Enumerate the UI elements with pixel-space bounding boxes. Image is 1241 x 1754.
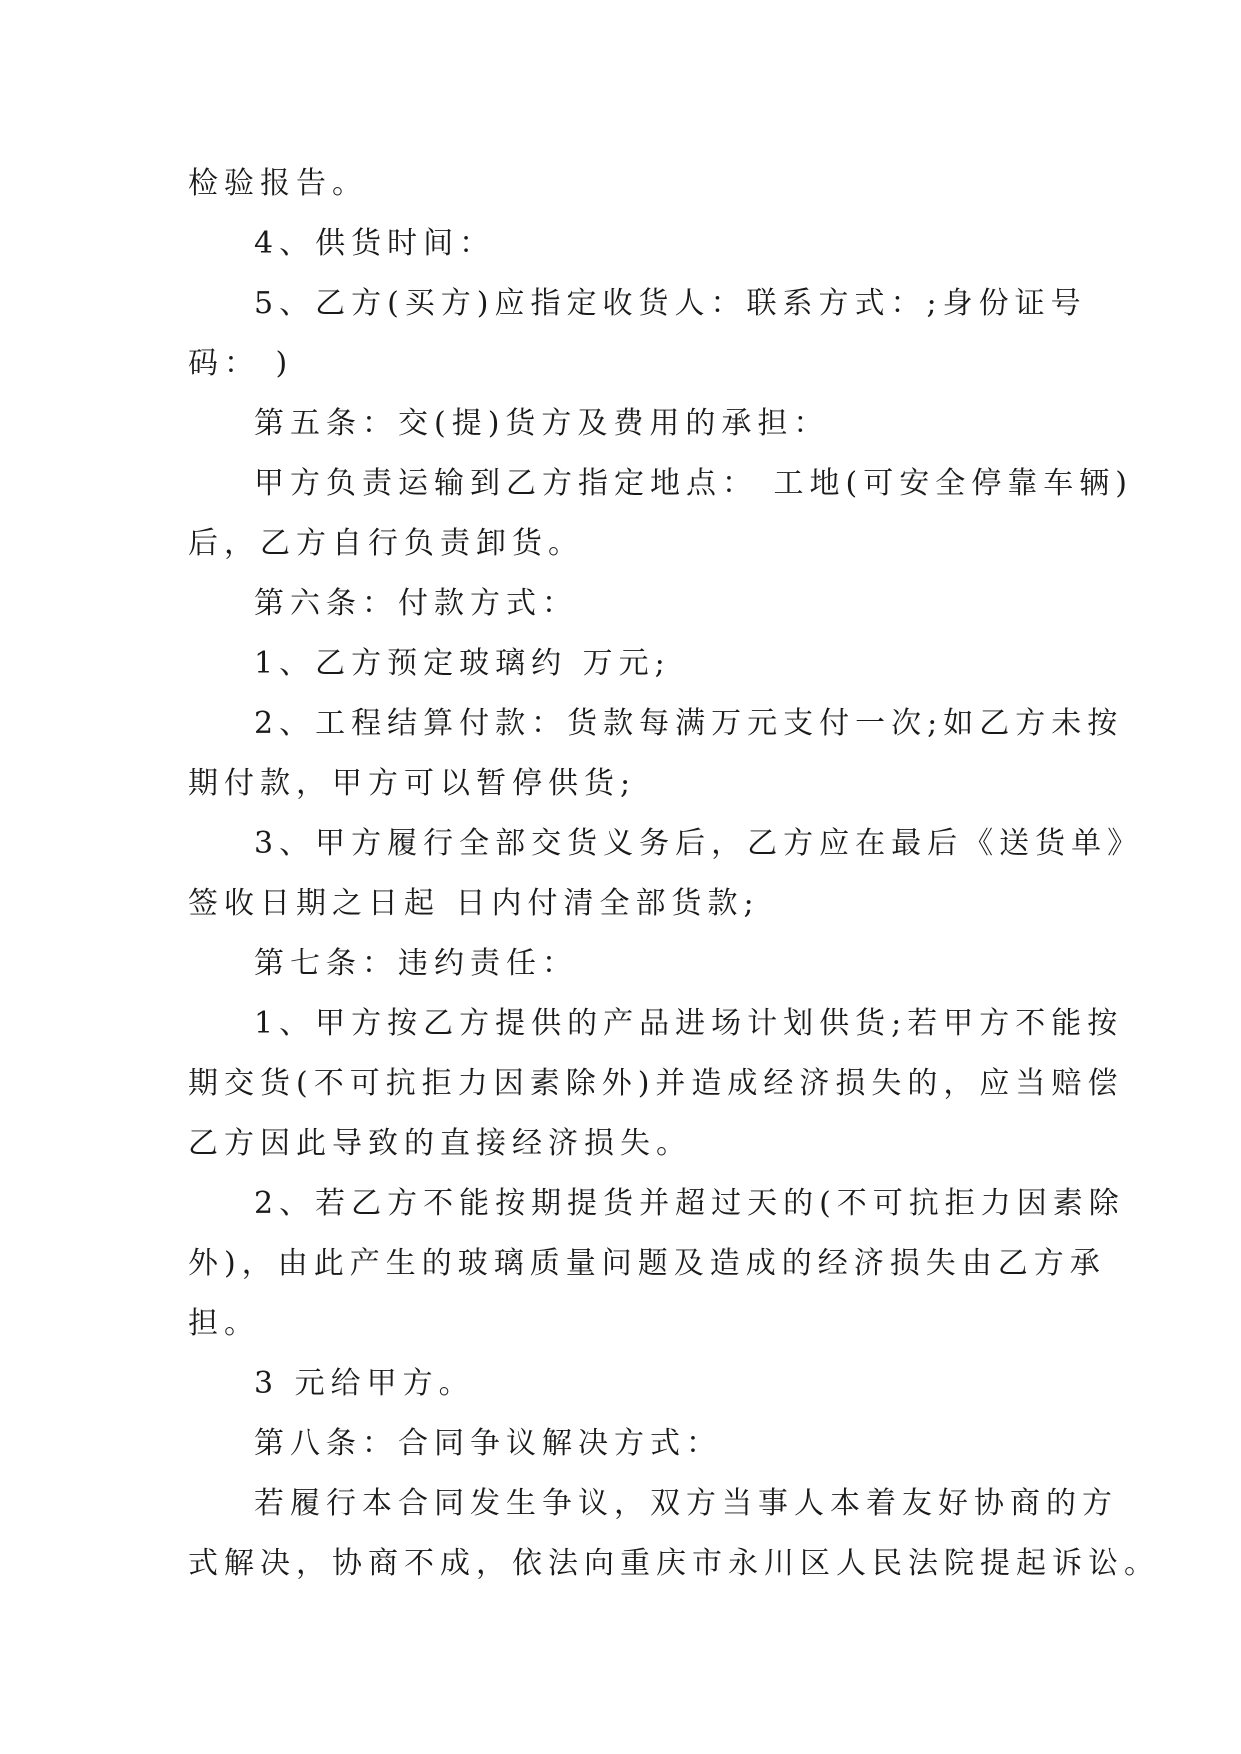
article-7-item-2-continued: 外)，由此产生的玻璃质量问题及造成的经济损失由乙方承 xyxy=(188,1246,1106,1281)
article-6-item-2: 2、工程结算付款：货款每满万元支付一次;如乙方未按 xyxy=(254,706,1124,741)
article-6-item-3-continued: 签收日期之日起 日内付清全部货款; xyxy=(188,886,760,921)
article-5-heading: 第五条：交(提)货方及费用的承担： xyxy=(254,406,830,441)
clause-item-5: 5、乙方(买方)应指定收货人：联系方式：;身份证号 xyxy=(254,286,1087,321)
article-7-heading: 第七条：违约责任： xyxy=(254,946,578,981)
article-6-item-3: 3、甲方履行全部交货义务后，乙方应在最后《送货单》 xyxy=(254,826,1144,861)
article-7-item-1-continued-2: 乙方因此导致的直接经济损失。 xyxy=(188,1126,692,1161)
article-7-item-3: 3 元给甲方。 xyxy=(254,1366,475,1401)
article-6-item-1: 1、乙方预定玻璃约 万元; xyxy=(254,646,671,681)
article-5-paragraph-continued: 后，乙方自行负责卸货。 xyxy=(188,526,584,561)
article-6-heading: 第六条：付款方式： xyxy=(254,586,578,621)
article-8-heading: 第八条：合同争议解决方式： xyxy=(254,1426,722,1461)
article-7-item-1-continued: 期交货(不可抗拒力因素除外)并造成经济损失的，应当赔偿 xyxy=(188,1066,1124,1101)
article-8-paragraph: 若履行本合同发生争议，双方当事人本着友好协商的方 xyxy=(254,1486,1118,1521)
clause-item-5-continued: 码： ) xyxy=(188,346,294,381)
article-6-item-2-continued: 期付款，甲方可以暂停供货; xyxy=(188,766,637,801)
article-7-item-2-continued-2: 担。 xyxy=(188,1306,260,1341)
article-5-paragraph: 甲方负责运输到乙方指定地点： 工地(可安全停靠车辆) xyxy=(254,466,1133,501)
clause-item-4: 4、供货时间： xyxy=(254,226,496,261)
article-8-paragraph-continued: 式解决，协商不成，依法向重庆市永川区人民法院提起诉讼。 xyxy=(188,1546,1160,1581)
article-7-item-2: 2、若乙方不能按期提货并超过天的(不可抗拒力因素除 xyxy=(254,1186,1125,1221)
article-7-item-1: 1、甲方按乙方提供的产品进场计划供货;若甲方不能按 xyxy=(254,1006,1124,1041)
text-line-continuation: 检验报告。 xyxy=(188,166,368,201)
